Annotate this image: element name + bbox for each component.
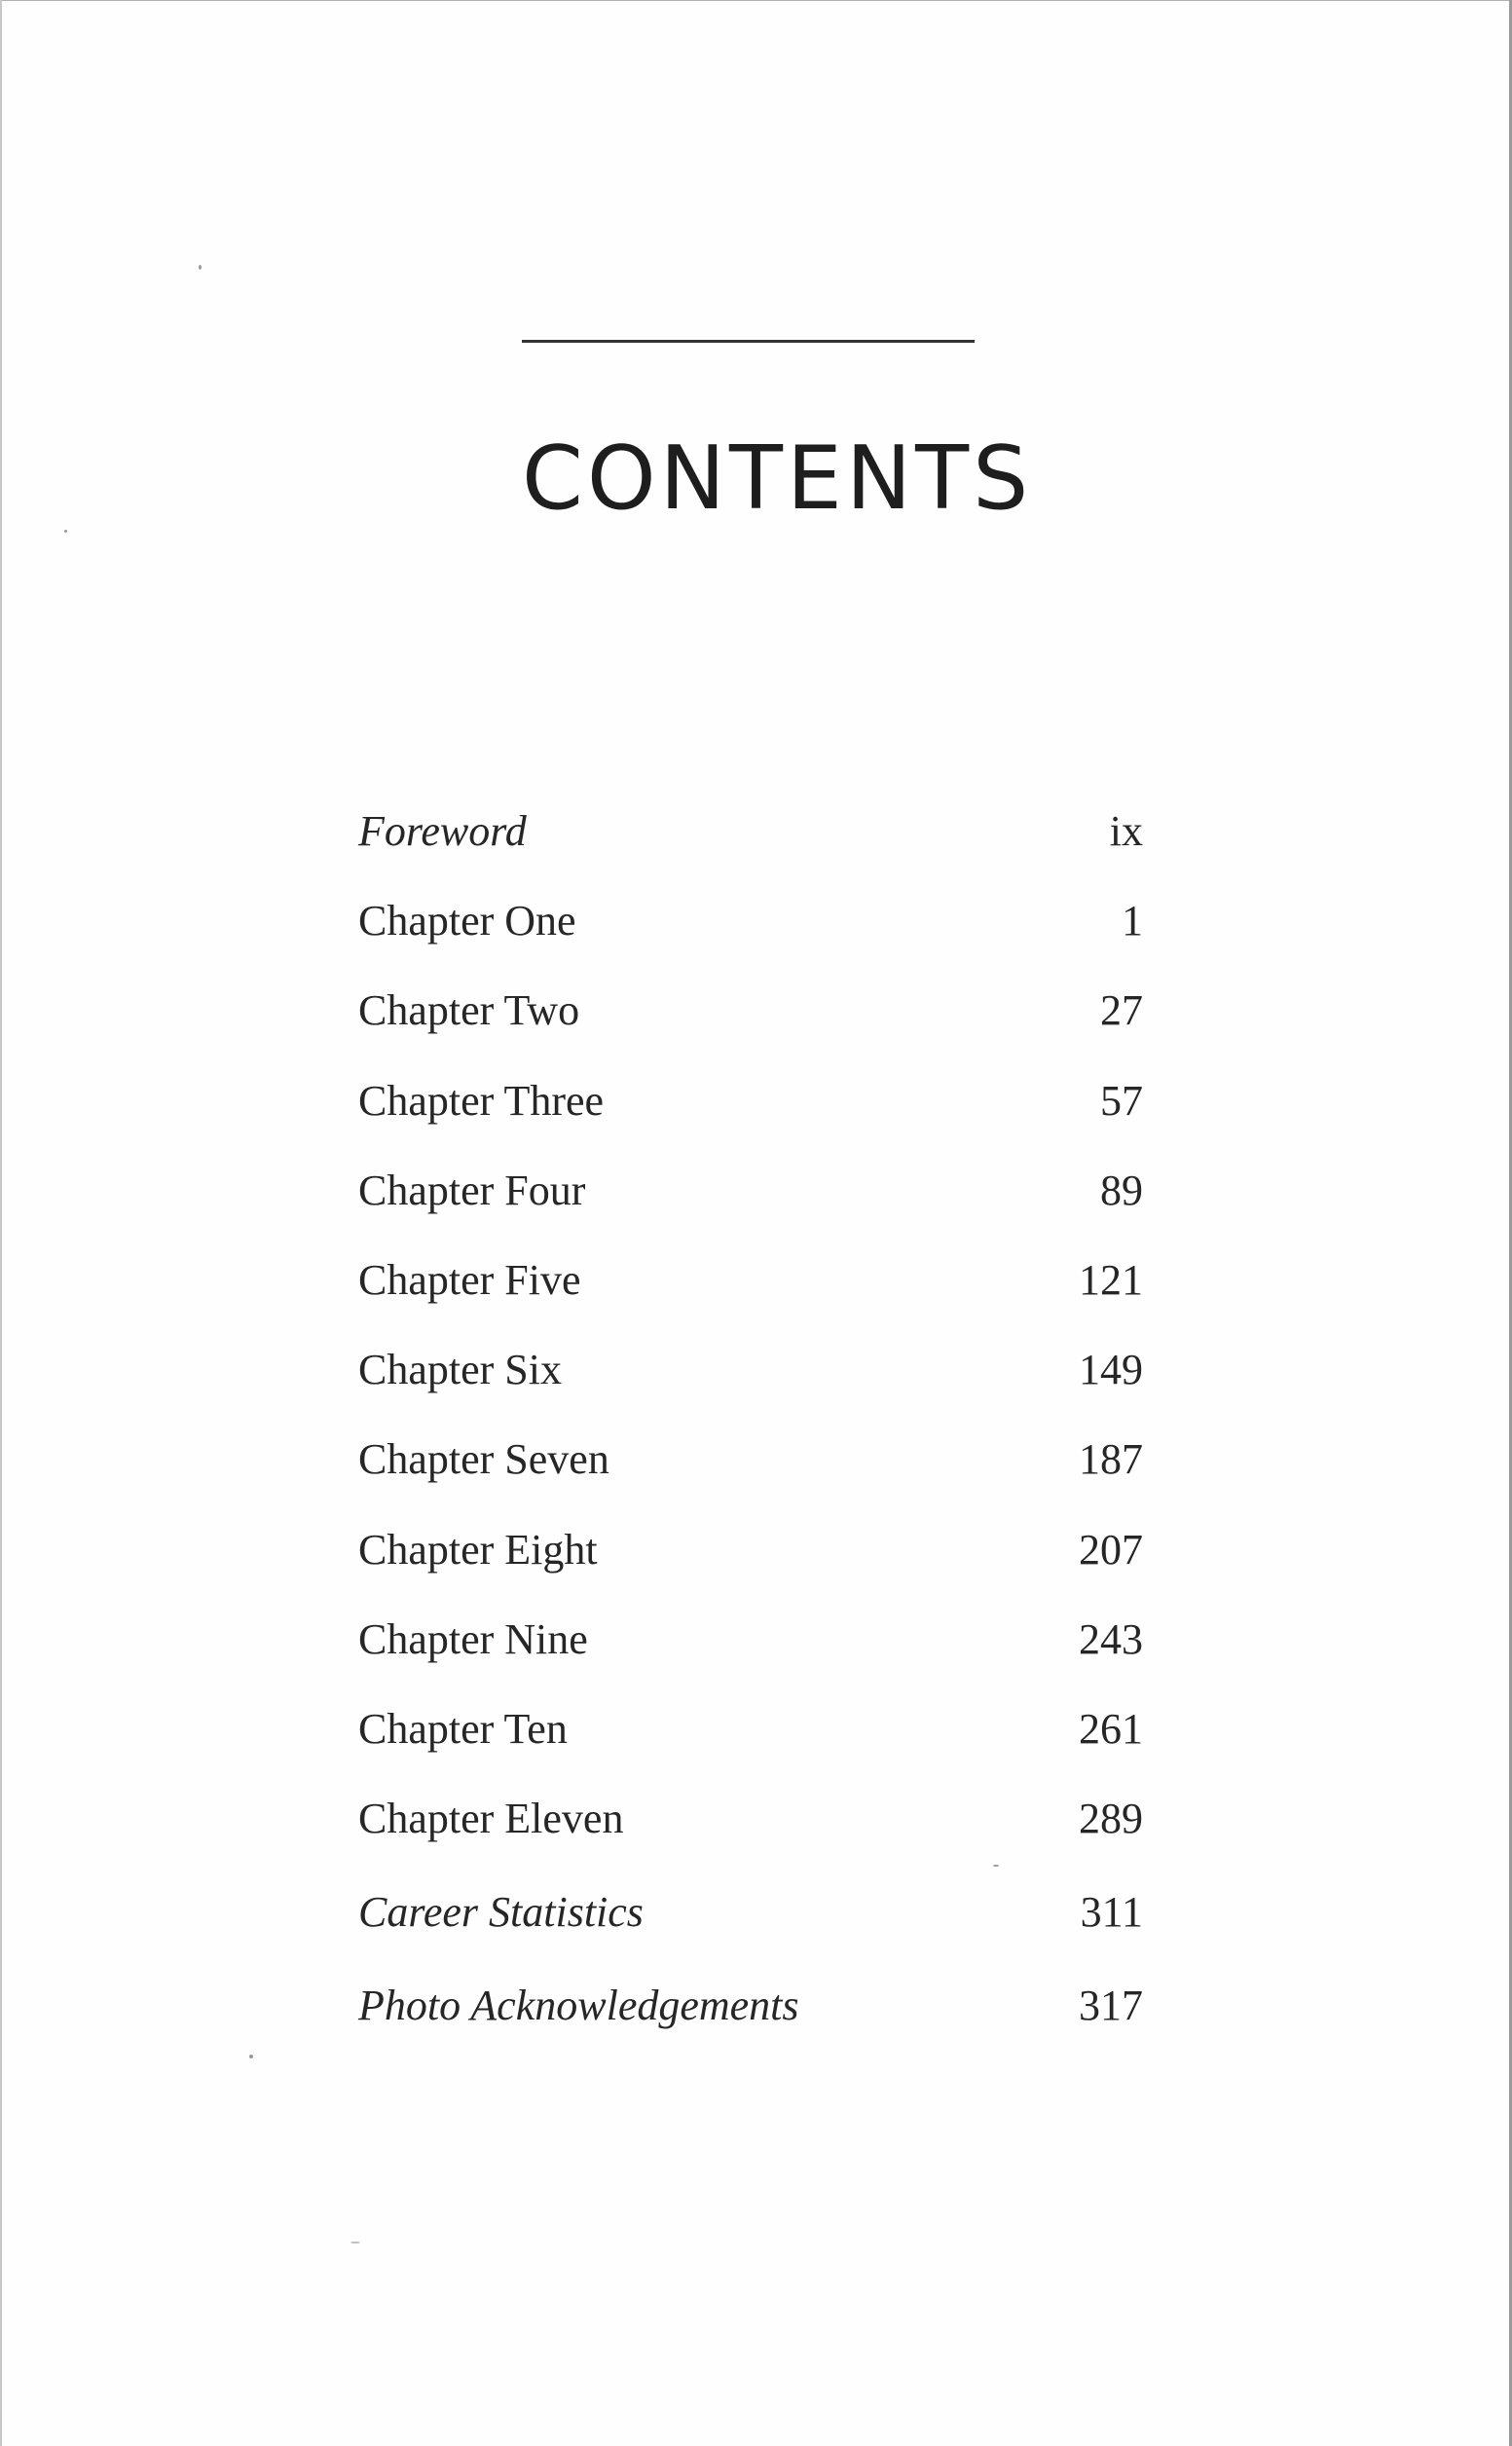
- paper-speck: [64, 530, 67, 533]
- toc-page-number: 27: [1100, 986, 1143, 1035]
- toc-page-number: 57: [1100, 1076, 1143, 1125]
- page-left-edge: [0, 0, 2, 2446]
- toc-entry-title: Foreword: [358, 807, 527, 855]
- toc-row-chapter-eight: [358, 1515, 1143, 1605]
- toc-entry-title: Career Statistics: [358, 1888, 644, 1937]
- toc-entry-title: Chapter Five: [358, 1255, 581, 1304]
- toc-row-chapter-eleven: [358, 1784, 1143, 1873]
- toc-page-number: 317: [1079, 1982, 1143, 2030]
- toc-entry-title: Chapter Six: [358, 1346, 562, 1394]
- toc-row-chapter-six: [358, 1335, 1143, 1425]
- toc-entry-title: Chapter Nine: [358, 1614, 588, 1663]
- toc-page-number: ix: [1109, 807, 1143, 855]
- toc-page-number: 149: [1079, 1346, 1143, 1394]
- toc-row-career-statistics: [358, 1877, 1143, 1967]
- toc-page-number: 207: [1079, 1525, 1143, 1574]
- toc-page-number: 289: [1079, 1795, 1143, 1843]
- toc-entry-title: Chapter One: [358, 897, 576, 945]
- toc-entry-title: Chapter Three: [358, 1076, 605, 1125]
- toc-entry-title: Chapter Ten: [358, 1704, 568, 1753]
- toc-page-number: 89: [1100, 1166, 1143, 1214]
- page-title: CONTENTS: [522, 427, 1033, 531]
- toc-entry-title: Chapter Seven: [358, 1435, 609, 1484]
- toc-row-photo-acknowledgements: [358, 1971, 1143, 2060]
- paper-speck: [199, 265, 202, 270]
- page-top-edge: [0, 0, 1512, 1]
- toc-entry-title: Chapter Eight: [358, 1525, 598, 1574]
- toc-row-chapter-three: [358, 1066, 1143, 1156]
- toc-row-chapter-two: [358, 976, 1143, 1065]
- toc-row-chapter-one: [358, 886, 1143, 976]
- toc-row-chapter-four: [358, 1156, 1143, 1245]
- toc-page-number: 243: [1079, 1614, 1143, 1663]
- toc-page-number: 121: [1079, 1255, 1143, 1304]
- toc-entry-title: Chapter Four: [358, 1166, 586, 1214]
- paper-speck: [249, 2055, 253, 2058]
- toc-row-chapter-seven: [358, 1425, 1143, 1514]
- toc-page-number: 187: [1079, 1435, 1143, 1484]
- toc-row-chapter-five: [358, 1245, 1143, 1335]
- table-of-contents: [358, 797, 1143, 2061]
- toc-row-chapter-ten: [358, 1694, 1143, 1784]
- toc-page-number: 261: [1079, 1704, 1143, 1753]
- toc-entry-title: Chapter Two: [358, 986, 580, 1035]
- toc-page-number: 311: [1080, 1888, 1143, 1937]
- toc-page-number: 1: [1122, 897, 1143, 945]
- toc-entry-title: Photo Acknowledgements: [358, 1982, 799, 2030]
- toc-row-chapter-nine: [358, 1605, 1143, 1694]
- toc-row-foreword: [358, 797, 1143, 886]
- toc-entry-title: Chapter Eleven: [358, 1795, 624, 1843]
- paper-speck: [350, 2242, 360, 2243]
- title-rule: [522, 340, 975, 343]
